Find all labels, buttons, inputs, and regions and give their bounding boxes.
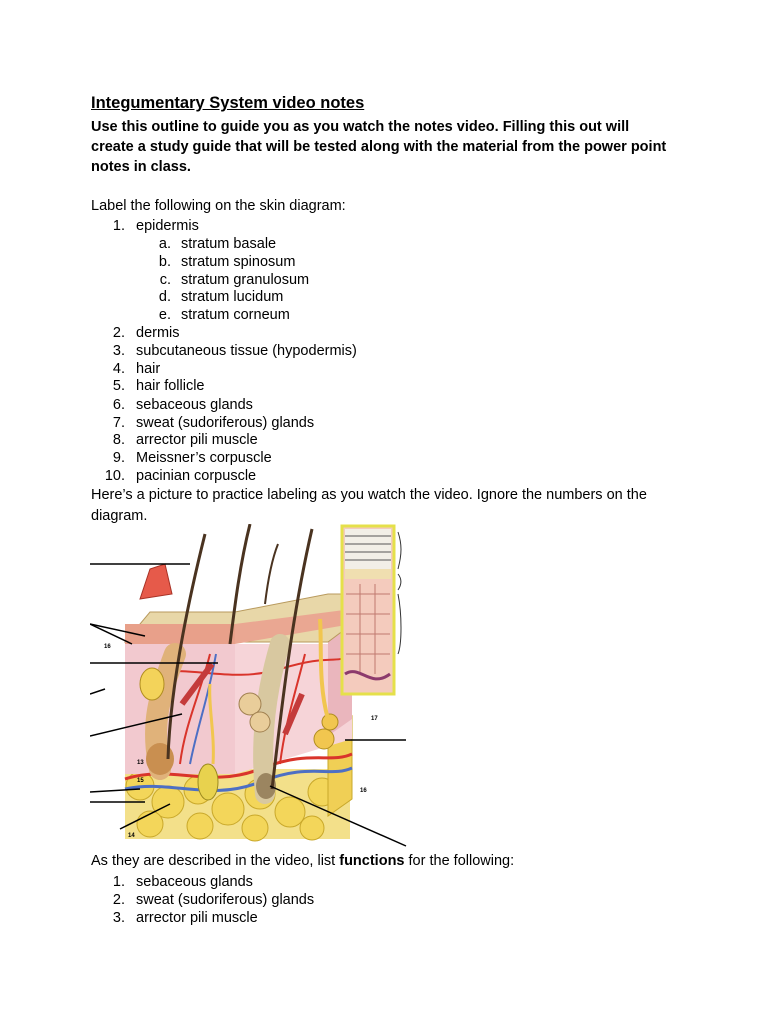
list-letter: d. [158, 289, 171, 305]
diagram-number: 16 [104, 644, 111, 650]
list-number: 9. [112, 450, 125, 466]
list-number: 2. [112, 892, 125, 908]
list-number: 10. [104, 468, 125, 484]
list-number: 6. [112, 397, 125, 413]
functions-prompt [91, 852, 514, 870]
intro-paragraph: Use this outline to guide you as you watch the notes video. Filling this out will create a study guide that will be tested along with the material from the power point notes in class. [91, 119, 667, 175]
list-text: dermis [136, 325, 180, 341]
list-text: arrector pili muscle [136, 910, 258, 926]
diagram-number: 16 [360, 788, 367, 794]
epidermis-inset [342, 526, 401, 694]
skin-diagram [90, 524, 408, 850]
list-letter: b. [158, 254, 171, 270]
diagram-number: 15 [137, 778, 144, 784]
list-letter: c. [159, 272, 171, 288]
list-number: 3. [112, 343, 125, 359]
list-text: pacinian corpuscle [136, 468, 257, 484]
list-letter: a. [158, 236, 171, 252]
list-text: sweat (sudoriferous) glands [136, 892, 315, 908]
diagram-number: 17 [371, 716, 378, 722]
practice-paragraph: Here’s a picture to practice labeling as you watch the video. Ignore the numbers on the diagram. [91, 487, 647, 524]
list-number: 3. [112, 910, 125, 926]
list-text: stratum basale [181, 236, 277, 252]
list-text: sebaceous glands [136, 874, 253, 890]
diagram-number: 13 [137, 760, 144, 766]
list-text: stratum corneum [181, 307, 290, 323]
list-text: stratum spinosum [181, 254, 296, 270]
list-number: 1. [112, 874, 125, 890]
list-text: arrector pili muscle [136, 432, 258, 448]
list-text: hair [136, 361, 161, 377]
functions-prompt-bold: functions [339, 853, 405, 869]
list-number: 5. [112, 378, 125, 394]
list-text: subcutaneous tissue (hypodermis) [136, 343, 357, 359]
functions-prompt-before: As they are described in the video, list [91, 853, 340, 869]
functions-prompt-after: for the following: [404, 853, 515, 869]
list-text: epidermis [136, 218, 199, 234]
list-text: stratum lucidum [181, 289, 284, 305]
document-title: Integumentary System video notes [91, 94, 365, 112]
list-number: 7. [112, 415, 125, 431]
list-number: 1. [112, 218, 125, 234]
diagram-number: 14 [128, 833, 135, 839]
list-text: hair follicle [136, 378, 205, 394]
list-letter: e. [158, 307, 171, 323]
list-number: 8. [112, 432, 125, 448]
list-number: 2. [112, 325, 125, 341]
label-prompt: Label the following on the skin diagram: [91, 198, 346, 214]
list-text: sebaceous glands [136, 397, 253, 413]
list-text: stratum granulosum [181, 272, 310, 288]
list-text: Meissner’s corpuscle [136, 450, 272, 466]
list-number: 4. [112, 361, 125, 377]
list-text: sweat (sudoriferous) glands [136, 415, 315, 431]
